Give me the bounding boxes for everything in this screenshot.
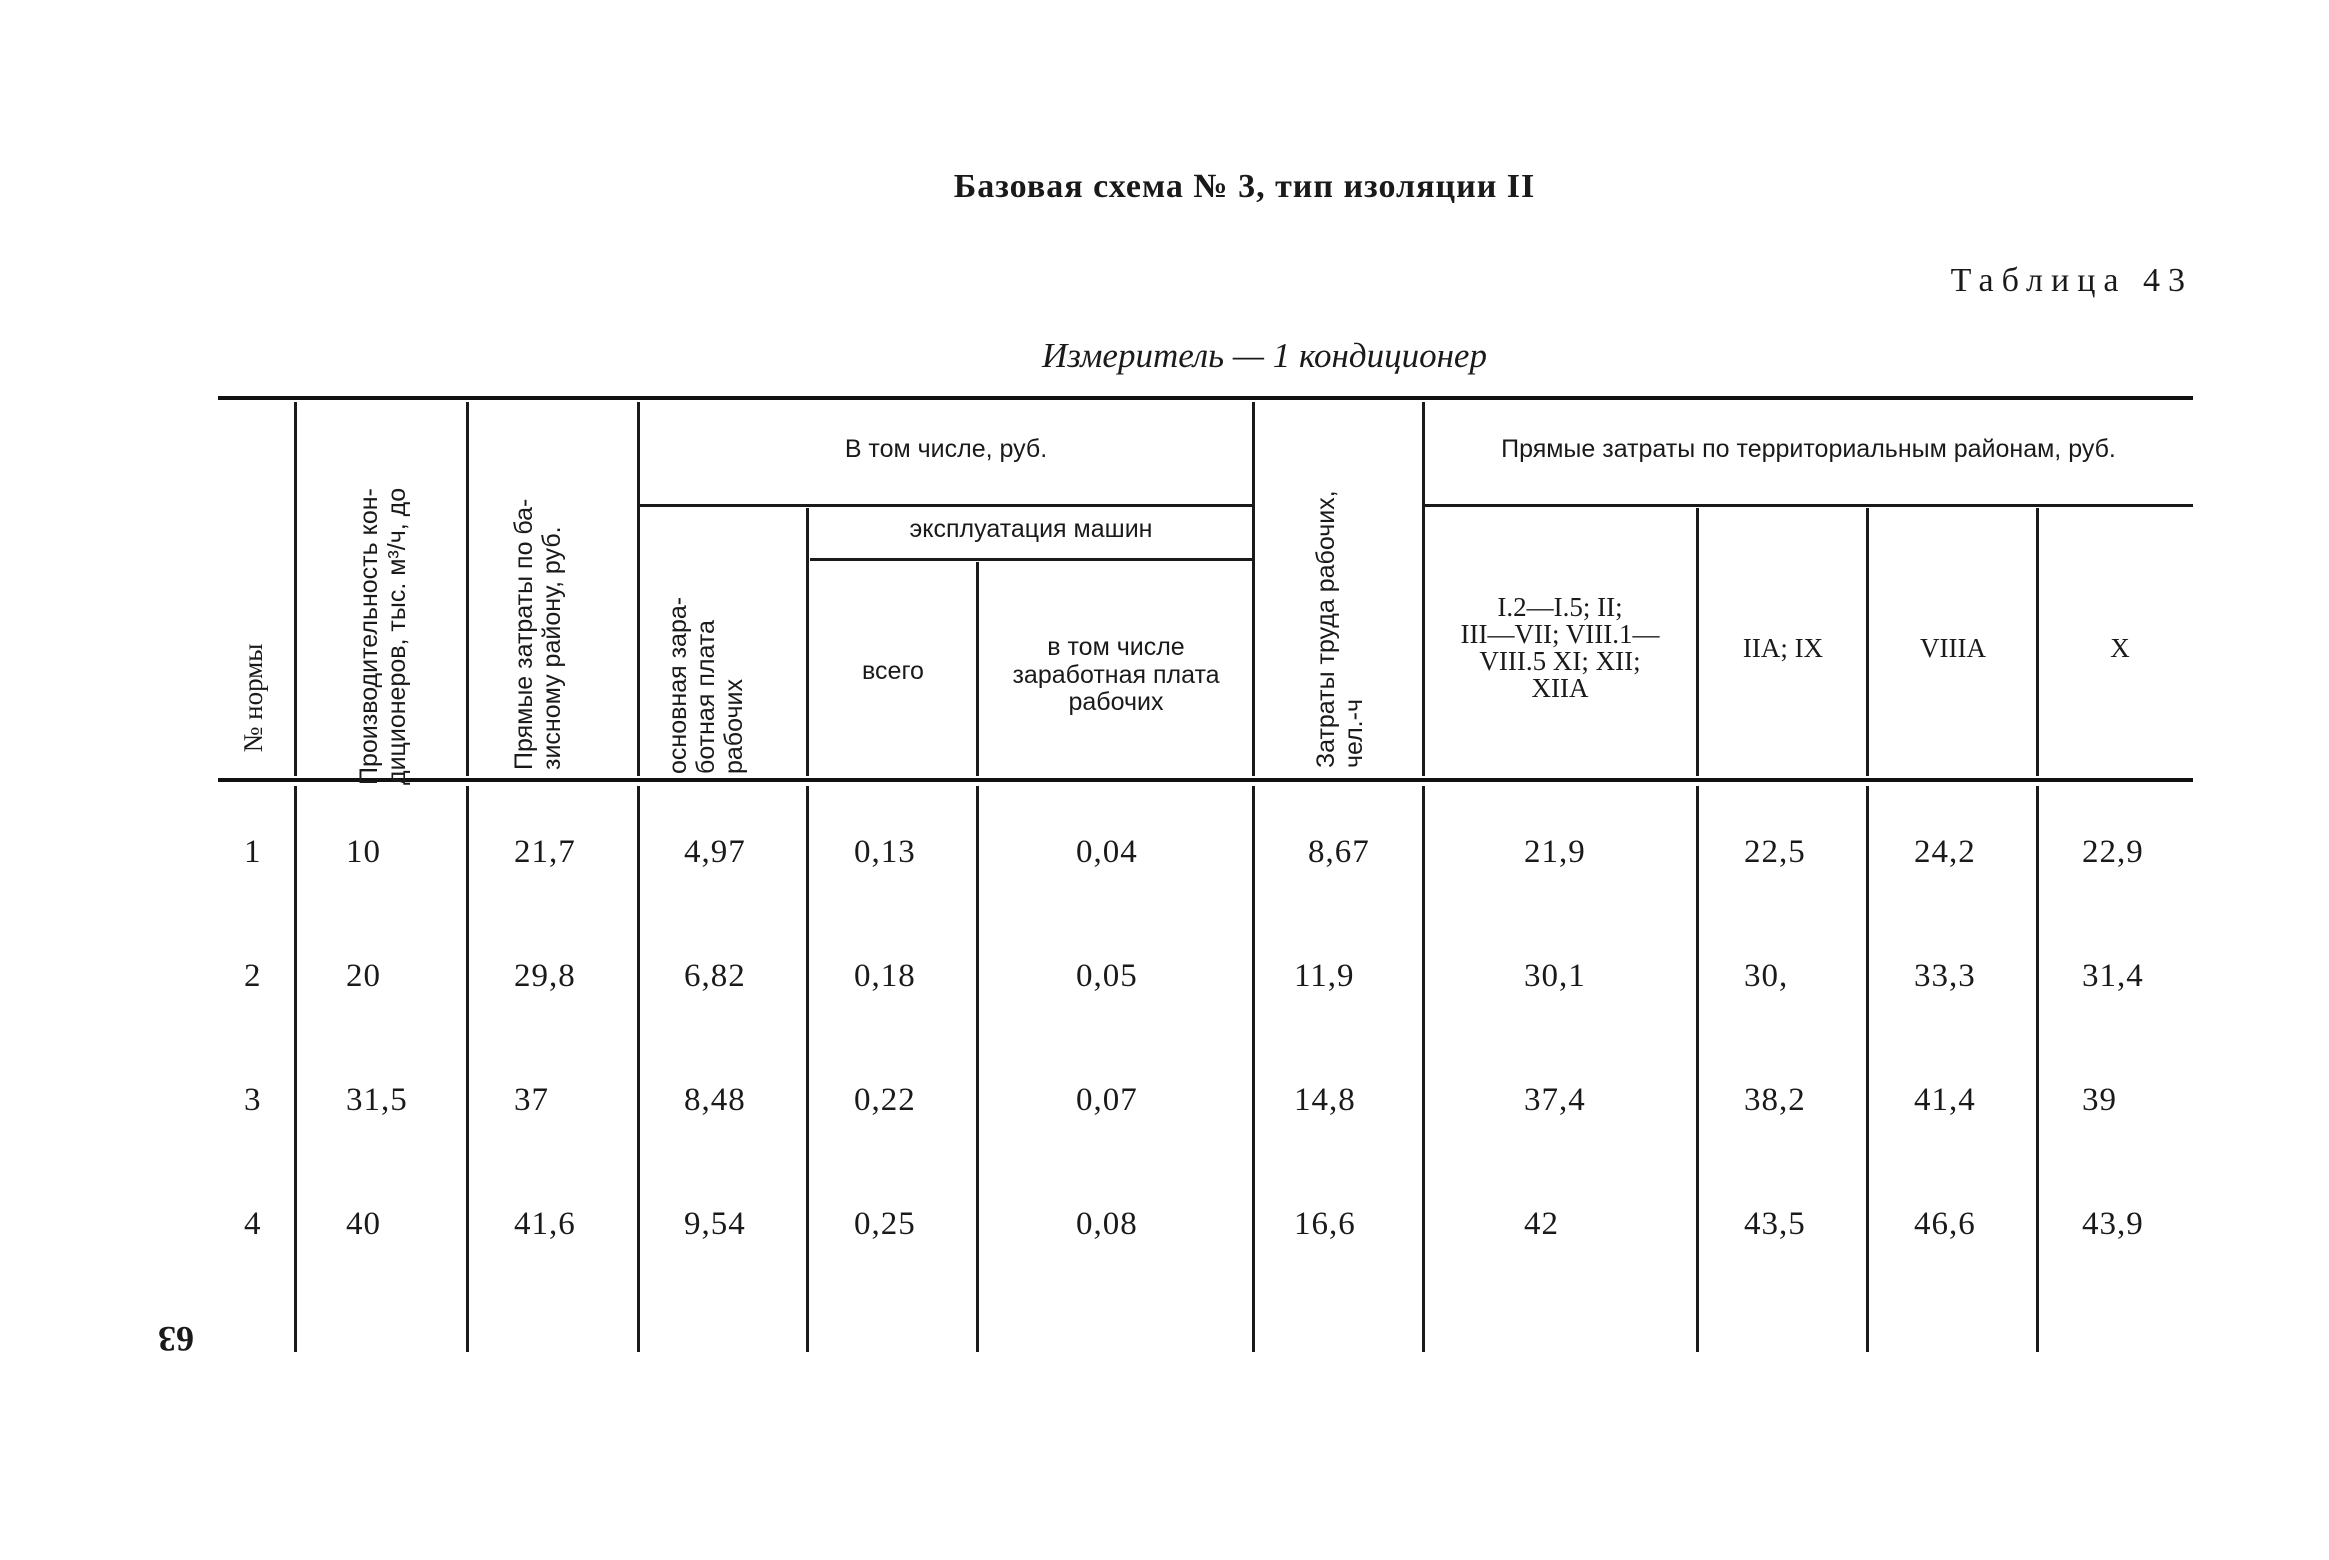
cell-wage: 9,54 (684, 1206, 746, 1242)
cell-capacity: 20 (346, 958, 381, 994)
cell-no: 1 (244, 834, 262, 870)
col-divider (1252, 402, 1255, 776)
col-divider (806, 508, 809, 776)
col-divider (2036, 508, 2039, 776)
cell-wage: 4,97 (684, 834, 746, 870)
cell-total: 0,22 (854, 1082, 916, 1118)
cell-capacity: 31,5 (346, 1082, 408, 1118)
col-divider (806, 786, 809, 1352)
header-labor: Затраты труда рабочих, чел.-ч (1312, 490, 1368, 768)
header-region-2: IIA; IX (1742, 633, 1824, 663)
cell-direct: 41,6 (514, 1206, 576, 1242)
header-territorial: Прямые затраты по территориальным районам, руб. (1501, 435, 2116, 463)
col-divider (1422, 786, 1425, 1352)
cell-region-2: 38,2 (1744, 1082, 1806, 1118)
col-divider (466, 786, 469, 1352)
col-divider (976, 786, 979, 1352)
cell-region-1: 42 (1524, 1206, 1559, 1242)
cell-capacity: 40 (346, 1206, 381, 1242)
cell-region-1: 37,4 (1524, 1082, 1586, 1118)
header-region-3: VIIIA (1920, 633, 1986, 663)
cell-labor: 14,8 (1294, 1082, 1356, 1118)
cell-region-3: 41,4 (1914, 1082, 1976, 1118)
cell-region-2: 30, (1744, 958, 1789, 994)
cell-labor: 16,6 (1294, 1206, 1356, 1242)
col-divider (1252, 786, 1255, 1352)
header-bottom-rule (218, 778, 2193, 782)
cell-machine-wage: 0,07 (1076, 1082, 1138, 1118)
cell-region-4: 31,4 (2082, 958, 2144, 994)
cell-region-2: 43,5 (1744, 1206, 1806, 1242)
cell-total: 0,13 (854, 834, 916, 870)
page-title: Базовая схема № 3, тип изоляции II (953, 168, 1536, 205)
header-capacity: Производительность кон- диционеров, тыс. м³/ч, до (355, 487, 411, 785)
col-divider (637, 786, 640, 1352)
cell-total: 0,18 (854, 958, 916, 994)
col-divider (1696, 508, 1699, 776)
cell-direct: 37 (514, 1082, 549, 1118)
cell-no: 2 (244, 958, 262, 994)
header-region-4: X (2110, 633, 2130, 663)
header-total: всего (862, 657, 924, 685)
measure-caption: Измеритель — 1 кондиционер (1042, 336, 1487, 375)
cell-region-3: 33,3 (1914, 958, 1976, 994)
header-machine-ops: эксплуатация машин (909, 515, 1153, 543)
table-label: Таблица 43 (1950, 262, 2193, 299)
header-base-wage: основная зара- ботная плата рабочих (664, 596, 748, 774)
col-divider (976, 562, 979, 776)
cell-region-3: 24,2 (1914, 834, 1976, 870)
header-rule-machines (810, 558, 1252, 561)
col-divider (1866, 508, 1869, 776)
header-rule-including (640, 504, 1252, 507)
cell-direct: 21,7 (514, 834, 576, 870)
header-region-1: I.2—I.5; II; III—VII; VIII.1— VIII.5 XI; XII; XIIA (1460, 592, 1660, 703)
page-number: 63 (158, 1319, 194, 1359)
col-divider (2036, 786, 2039, 1352)
col-divider (1866, 786, 1869, 1352)
cell-region-4: 22,9 (2082, 834, 2144, 870)
cell-region-2: 22,5 (1744, 834, 1806, 870)
cell-wage: 6,82 (684, 958, 746, 994)
cell-total: 0,25 (854, 1206, 916, 1242)
header-including: В том числе, руб. (844, 435, 1048, 463)
cell-no: 4 (244, 1206, 262, 1242)
col-divider (1696, 786, 1699, 1352)
cell-direct: 29,8 (514, 958, 576, 994)
cell-region-1: 21,9 (1524, 834, 1586, 870)
header-norm-no: № нормы (238, 643, 268, 753)
cell-region-1: 30,1 (1524, 958, 1586, 994)
cell-capacity: 10 (346, 834, 381, 870)
header-rule-territorial (1424, 504, 2193, 507)
cell-region-3: 46,6 (1914, 1206, 1976, 1242)
cell-machine-wage: 0,04 (1076, 834, 1138, 870)
cell-wage: 8,48 (684, 1082, 746, 1118)
cell-region-4: 43,9 (2082, 1206, 2144, 1242)
cell-labor: 11,9 (1294, 958, 1355, 994)
cell-no: 3 (244, 1082, 262, 1118)
table-top-rule (218, 396, 2193, 400)
cell-machine-wage: 0,08 (1076, 1206, 1138, 1242)
header-direct-base: Прямые затраты по ба- зисному району, руб. (510, 498, 566, 770)
cell-labor: 8,67 (1308, 834, 1370, 870)
col-divider (294, 402, 297, 776)
col-divider (294, 786, 297, 1352)
col-divider (466, 402, 469, 776)
cell-region-4: 39 (2082, 1082, 2117, 1118)
cell-machine-wage: 0,05 (1076, 958, 1138, 994)
header-machine-wage: в том числе заработная плата рабочих (1012, 633, 1220, 716)
